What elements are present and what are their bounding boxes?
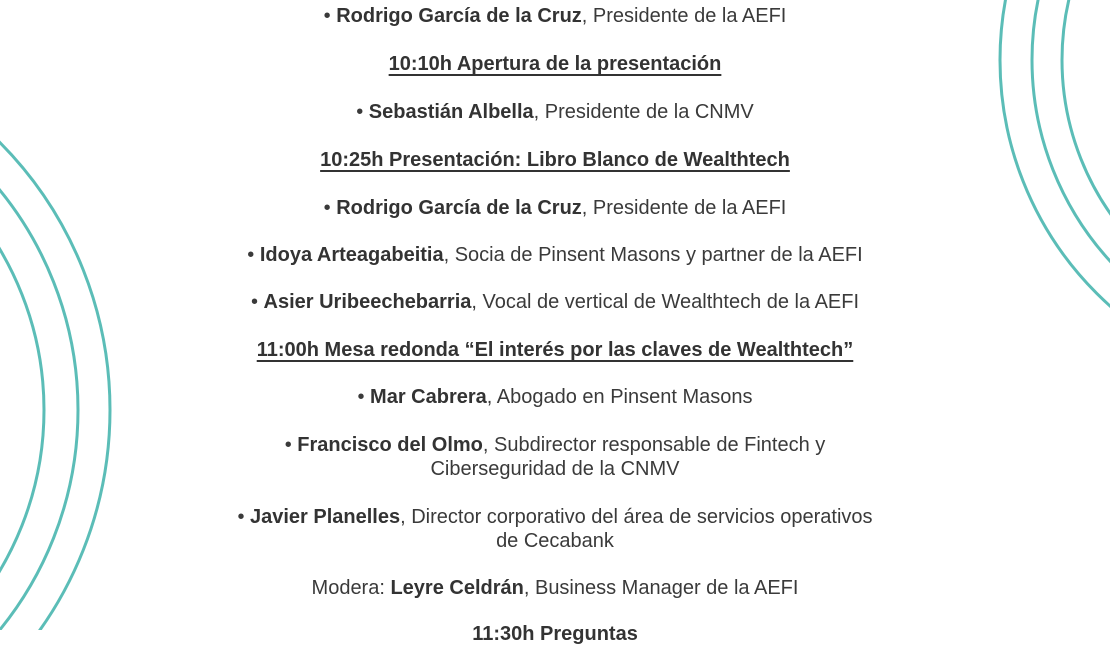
speaker-line: • Idoya Arteagabeitia, Socia de Pinsent Masons y partner de la AEFI [247, 244, 863, 266]
speaker-role: , Vocal de vertical de Wealthtech de la AEFI [471, 291, 860, 313]
speaker-name: Javier Planelles [250, 506, 401, 528]
speaker-role: , Director corporativo del área de servicios operativos [400, 506, 873, 528]
speaker-name: Asier Uribeechebarria [263, 291, 472, 313]
heading-text: 10:10h Apertura de la presentación [388, 53, 722, 75]
speaker-role-continued: Ciberseguridad de la CNMV [430, 458, 680, 480]
speaker-role: , Subdirector responsable de Fintech y [482, 434, 826, 456]
speaker-name: Mar Cabrera [370, 386, 487, 408]
heading-text: 11:00h Mesa redonda “El interés por las claves de Wealthtech” [256, 339, 854, 361]
moderator-prefix: Modera: [311, 577, 391, 599]
speaker-role-continued: de Cecabank [496, 530, 614, 552]
speaker-role: , Abogado en Pinsent Masons [486, 386, 753, 408]
speaker-name: Francisco del Olmo [297, 434, 483, 456]
agenda-heading [0, 52, 1110, 76]
agenda-heading [0, 148, 1110, 172]
speaker-line: • Sebastián Albella, Presidente de la CNMV [356, 101, 754, 123]
agenda-heading-cut: 11:30h Preguntas [472, 623, 638, 645]
speaker-line: • Javier Planelles, Director corporativo del área de servicios operativos [237, 506, 873, 528]
speaker-line: • Mar Cabrera, Abogado en Pinsent Masons [357, 386, 753, 408]
speaker-role: , Presidente de la AEFI [581, 5, 787, 27]
speaker-line: • Francisco del Olmo, Subdirector responsable de Fintech y [284, 434, 826, 456]
agenda-heading [0, 338, 1110, 362]
speaker-role: , Presidente de la CNMV [533, 101, 754, 123]
speaker-name: Idoya Arteagabeitia [259, 244, 444, 266]
speaker-role: , Socia de Pinsent Masons y partner de la AEFI [443, 244, 863, 266]
moderator-role: , Business Manager de la AEFI [523, 577, 799, 599]
speaker-role: , Presidente de la AEFI [581, 197, 787, 219]
speaker-line: • Rodrigo García de la Cruz, Presidente de la AEFI [323, 197, 787, 219]
speaker-name: Rodrigo García de la Cruz [336, 197, 582, 219]
speaker-name: Sebastián Albella [368, 101, 534, 123]
speaker-line: • Asier Uribeechebarria, Vocal de vertical de Wealthtech de la AEFI [250, 291, 860, 313]
speaker-line: • Rodrigo García de la Cruz, Presidente de la AEFI [323, 5, 787, 27]
heading-text: 10:25h Presentación: Libro Blanco de Wealthtech [320, 149, 790, 171]
moderator-line [0, 576, 1110, 600]
speaker-name: Rodrigo García de la Cruz [336, 5, 582, 27]
moderator-name: Leyre Celdrán [390, 577, 524, 599]
